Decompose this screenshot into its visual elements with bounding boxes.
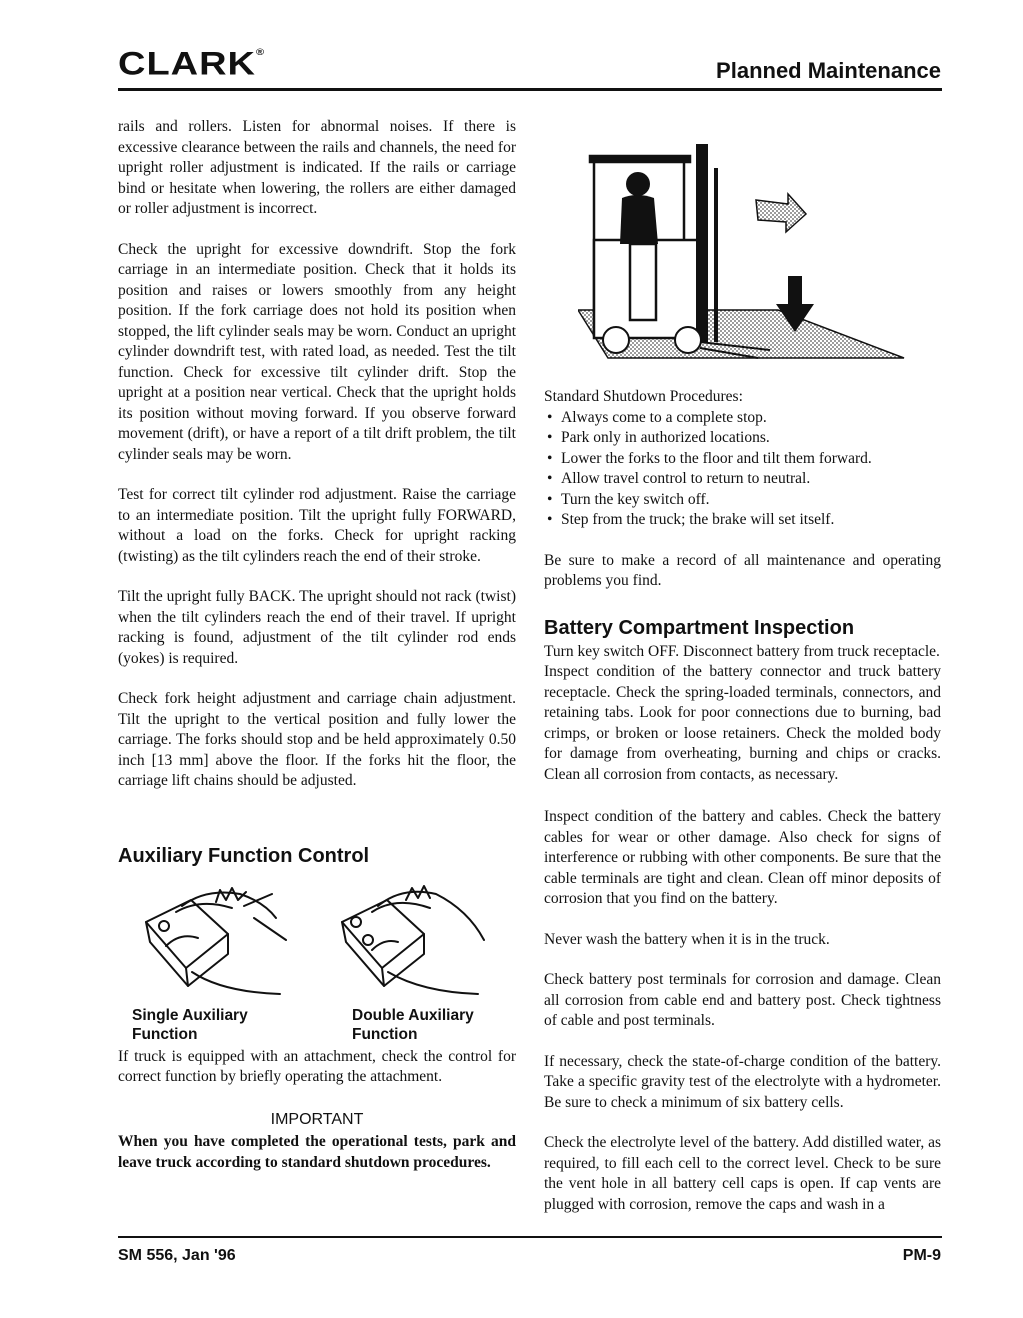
aux-function-heading: Auxiliary Function Control (118, 844, 370, 867)
paragraph: If necessary, check the state-of-charge condition of the battery. Take a specific gravity test of the electrolyte with a hydrometer. Be sure to check a minimum of six battery cells. (544, 1052, 941, 1111)
list-item: • Park only in authorized locations. (544, 428, 941, 449)
shutdown-list (544, 408, 941, 531)
right-column (544, 387, 941, 1215)
page-number: PM-9 (902, 1247, 941, 1264)
paragraph: rails and rollers. Listen for abnormal noises. If there is excessive clearance between the rails and channels, the need for upright roller adjustment is indicated. If the rails or carriage bind or hesitate when lowering, the rollers are either damaged or roller adjustment is incorrect. (118, 118, 516, 217)
logo-text: CLARK (118, 46, 256, 82)
aux-control-illustrations (118, 882, 516, 1047)
list-item: • Allow travel control to return to neutral. (544, 469, 941, 490)
paragraph: Check the upright for excessive downdrift. Stop the fork carriage in an intermediate position. Check that it holds its position and raises or lowers smoothly from any height position. If the fork carriage does not hold its position when stopped, the lift cylinder seals may be worn. Conduct an upright cylinder downdrift test, with rated load, as needed. Test the tilt function. Check for excessive tilt cylinder drift. Stop the upright at a position near vertical. Check that the upright holds its position without moving forward. If you observe forward movement (drift), or have a report of a tilt drift problem, the tilt cylinder seals may be worn. (118, 240, 516, 463)
list-item: • Turn the key switch off. (544, 490, 941, 511)
left-column (118, 117, 516, 1173)
shutdown-title: Standard Shutdown Procedures: (544, 388, 743, 405)
paragraph: Check battery post terminals for corrosion and damage. Clean all corrosion from cable end and battery post. Check tightness of cable and post terminals. (544, 971, 941, 1029)
paragraph: Check the electrolyte level of the battery. Add distilled water, as required, to fill each cell to the correct level. Check to be sure the vent hole in all battery cell caps is open. If cap vents are plugged with corrosion, remove the caps and wash in a (544, 1134, 941, 1213)
page-section-title: Planned Maintenance (716, 58, 941, 83)
single-aux-hand-icon (136, 882, 316, 1007)
footer-rule (118, 1236, 942, 1238)
list-item: • Always come to a complete stop. (544, 408, 941, 429)
important-notice: When you have completed the operational tests, park and leave truck according to standard shutdown procedures. (118, 1133, 516, 1171)
logo-mark: ® (255, 47, 266, 58)
paragraph: Turn key switch OFF. Disconnect battery from truck receptacle. (544, 642, 940, 660)
record-reminder: Be sure to make a record of all maintenance and operating problems you find. (544, 551, 941, 589)
paragraph: Check fork height adjustment and carriage chain adjustment. Tilt the upright to the vertical position and fully lower the carriage. The forks should stop and be held approximately 0.50 inch [13 mm] above the floor. If the forks hit the floor, the carriage lift chains should be adjusted. (118, 690, 516, 789)
list-item: • Step from the truck; the brake will set itself. (544, 510, 941, 531)
forklift-shutdown-illustration (578, 140, 908, 368)
attachment-instruction: If truck is equipped with an attachment, check the control for correct function by briefly operating the attachment. (118, 1047, 516, 1085)
list-item: • Lower the forks to the floor and tilt them forward. (544, 449, 941, 470)
paragraph: Inspect condition of the battery connector and truck battery receptacle. Check the spring-loaded terminals, connectors, and retaining tabs. Look for poor connections due to burning, bad crimps, or broken or loose retainers. Check the molded body for damage from overheating, burning and chips or cracks. Clean all corrosion from contacts, as necessary. (544, 663, 941, 783)
single-aux-caption: Single Auxiliary Function (132, 1006, 248, 1043)
header-rule (118, 88, 942, 91)
double-aux-hand-icon (332, 882, 512, 1007)
paragraph: Tilt the upright fully BACK. The upright should not rack (twist) when the tilt cylinders reach the end of their travel. If upright racking is found, adjustment of the tilt cylinder rod ends (yokes) is required. (118, 588, 516, 667)
paragraph: Never wash the battery when it is in the truck. (544, 930, 830, 948)
double-aux-caption: Double Auxiliary Function (352, 1006, 474, 1043)
manual-reference: SM 556, Jan '96 (118, 1247, 236, 1264)
paragraph: Test for correct tilt cylinder rod adjustment. Raise the carriage to an intermediate position. Tilt the upright fully FORWARD, without a load on the forks. Check for upright racking (twisting) as the tilt cylinders reach the end of their stroke. (118, 486, 516, 565)
brand-logo (118, 48, 265, 80)
important-heading: IMPORTANT (270, 1110, 364, 1128)
battery-inspection-heading: Battery Compartment Inspection (544, 616, 855, 639)
paragraph: Inspect condition of the battery and cables. Check the battery cables for wear or other damage. Also check for signs of interference or rubbing with other components. Be sure that the cable terminals are tight and clean. Clean off minor deposits of corrosion that you find on the battery. (544, 808, 941, 907)
